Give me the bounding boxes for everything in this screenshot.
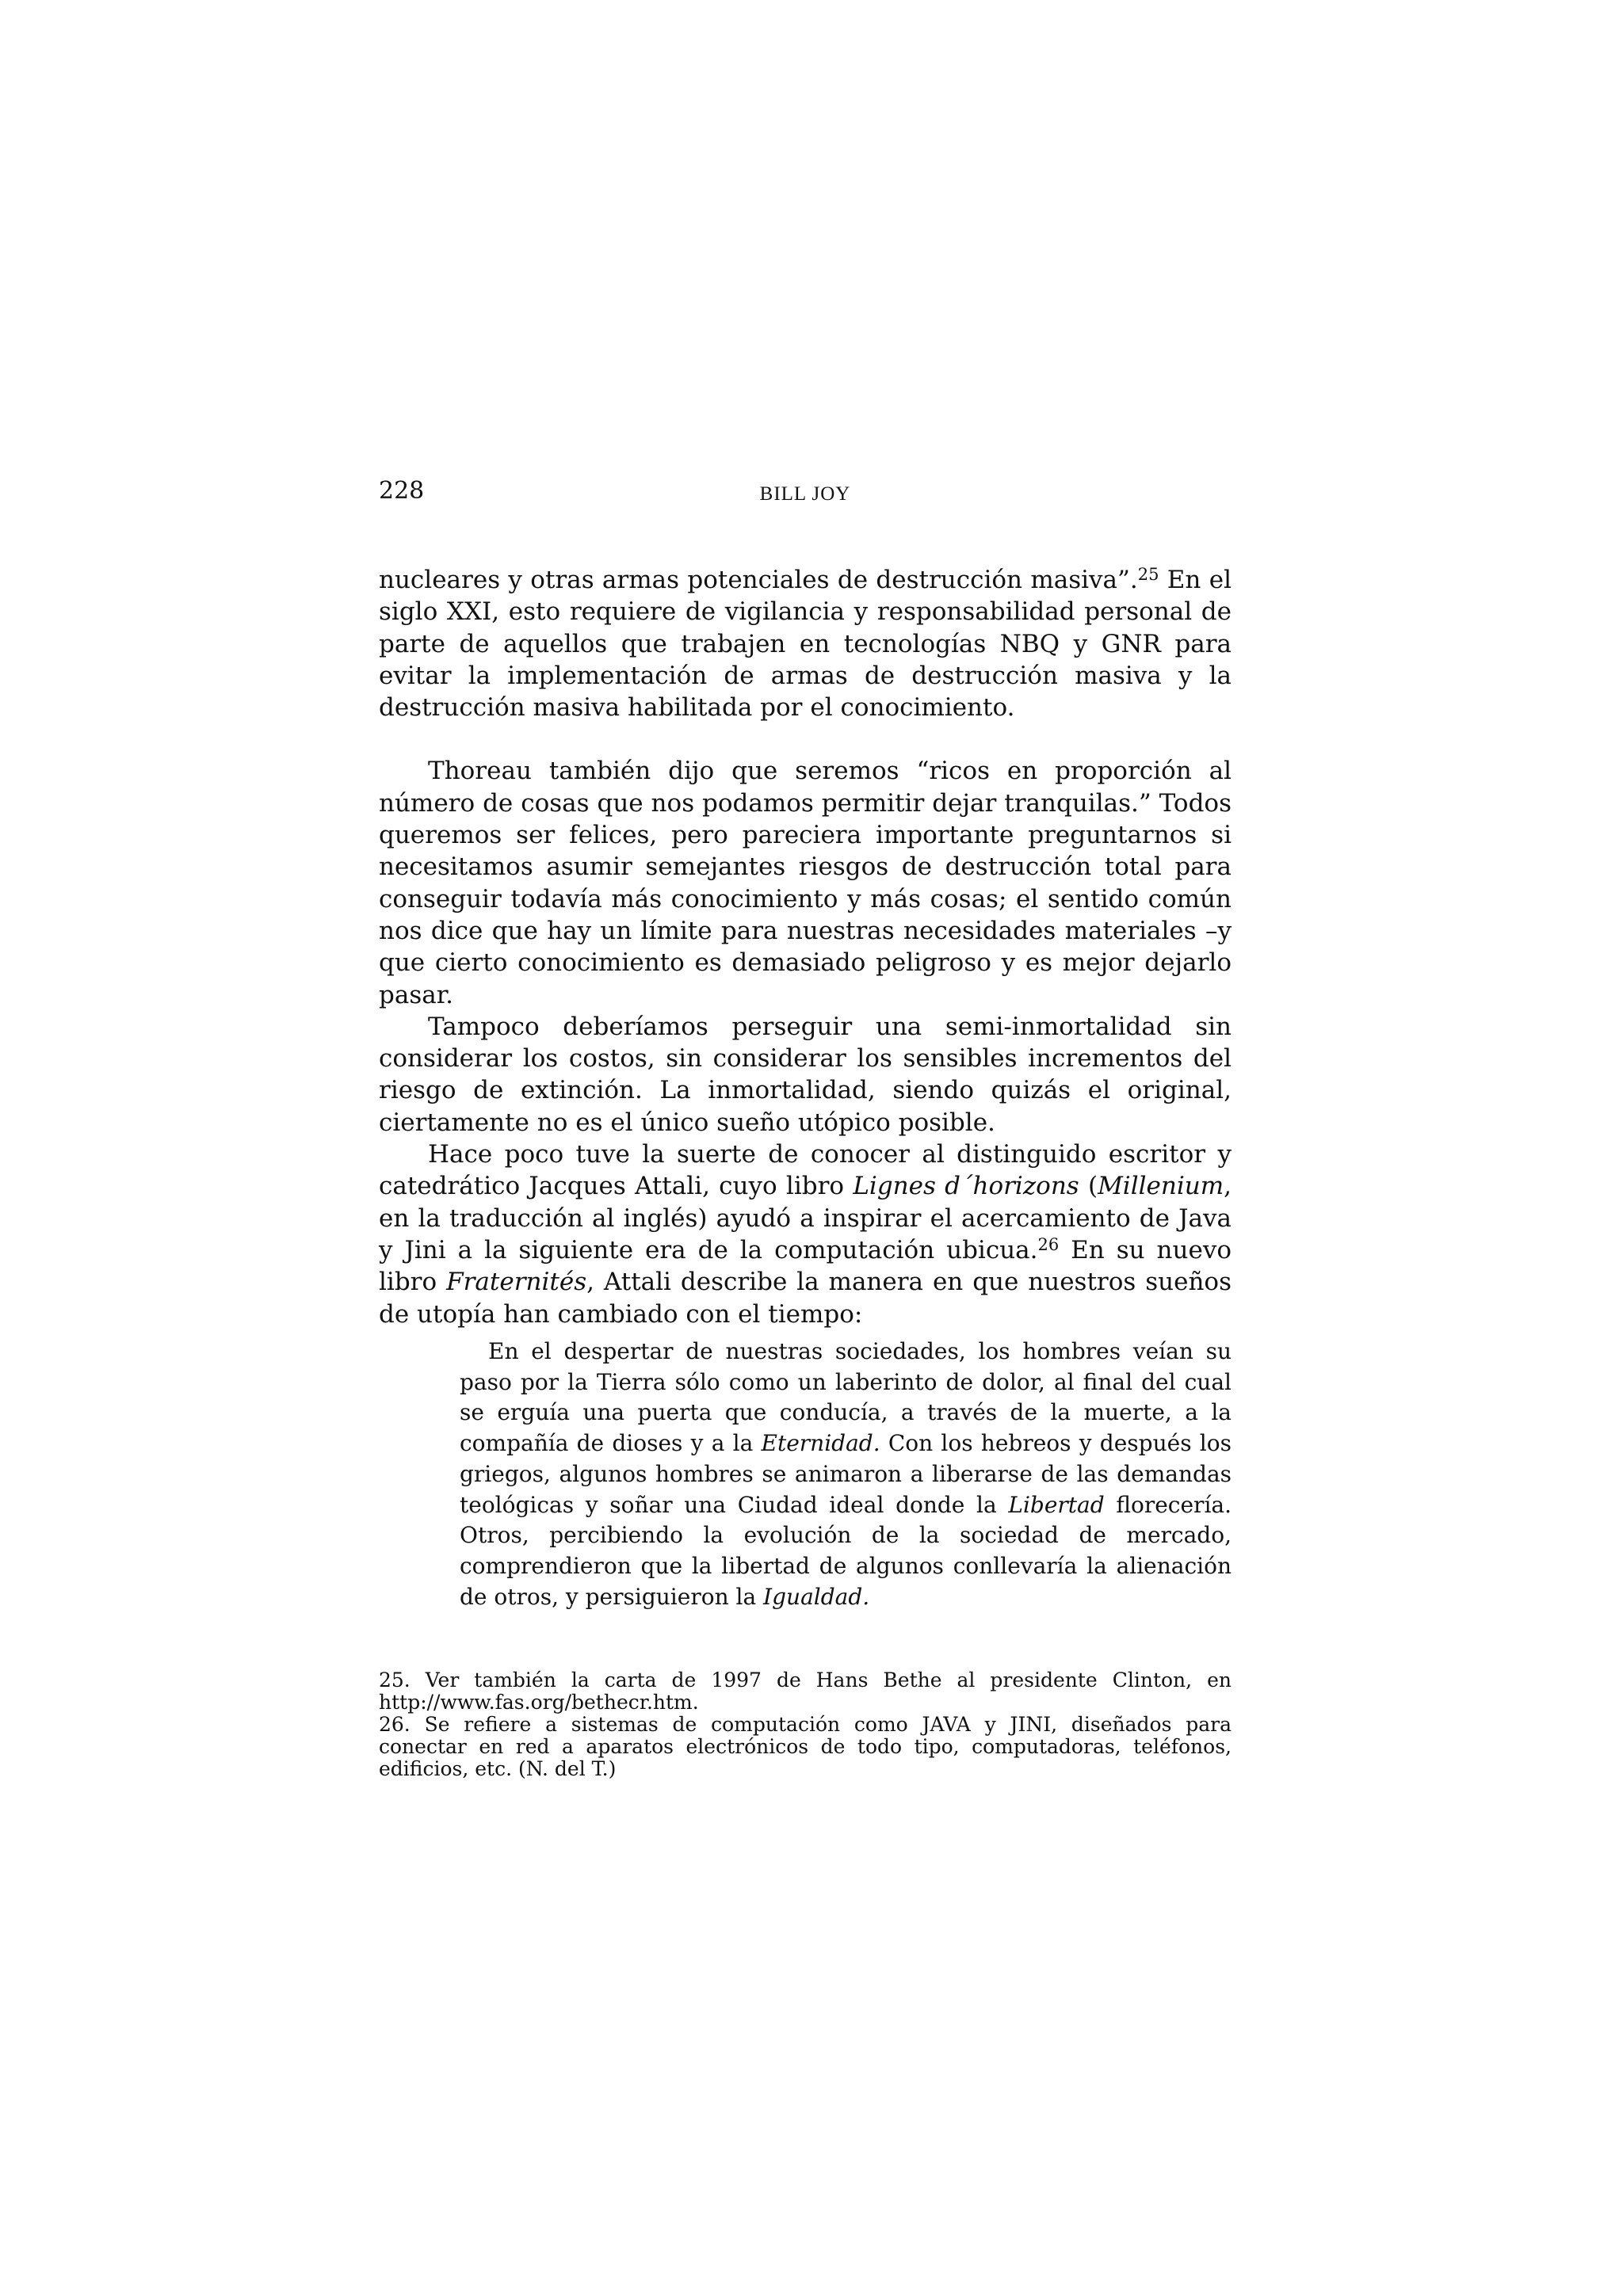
- quote-italic-eternidad: Eternidad.: [761, 1430, 880, 1457]
- footnote-ref-25: 25: [1137, 565, 1159, 584]
- block-quote: [460, 1337, 1232, 1612]
- book-title-lignes: Lignes d´horizons: [853, 1172, 1079, 1201]
- quote-text-a: En el despertar de nuestras sociedades, los hombres veían su paso por la Tierra sólo como un laberinto de dolor, al final del cual se erguía una puerta que conducía, a través de la muerte, a la compañía de dioses y a la: [460, 1338, 1232, 1457]
- paragraph-3: Tampoco deberíamos perseguir una semi-inmortalidad sin considerar los costos, sin considerar los sensibles incrementos del riesgo de extinción. La inmortalidad, siendo quizás el original, ciertamente no es el único sueño utópico posible.: [379, 1012, 1232, 1137]
- book-title-fraternites: Fraternités: [446, 1268, 587, 1297]
- footnote-ref-26: 26: [1037, 1234, 1060, 1254]
- footnote-25: 25. Ver también la carta de 1997 de Hans Bethe al presidente Clinton, en http://www.fas.org/bethecr.htm.: [379, 1669, 1232, 1714]
- quote-italic-libertad: Libertad: [1008, 1491, 1105, 1518]
- paragraph-4: [379, 1138, 1232, 1330]
- footnote-26: 26. Se refiere a sistemas de computación como JAVA y JINI, diseñados para conectar en red a aparatos electrónicos de todo tipo, computadoras, teléfonos, edificios, etc. (N. del T.): [379, 1713, 1232, 1780]
- paragraph-gap: [379, 723, 1232, 755]
- paragraph-1: [379, 564, 1232, 723]
- paragraph-4-text-b: (: [1079, 1172, 1098, 1201]
- book-title-millenium: Millenium: [1098, 1172, 1224, 1201]
- paragraph-1-text-b: En el siglo XXI, esto requiere de vigilancia y responsabilidad personal de parte de aquellos que trabajen en tecnologías NBQ y GNR para evitar la implementación de armas de destrucción masiva y la destrucción masiva habilitada por el conocimiento.: [379, 566, 1232, 723]
- footnotes: [379, 1669, 1232, 1780]
- main-text: [379, 564, 1232, 1330]
- paragraph-2: Thoreau también dijo que seremos “ricos en proporción al número de cosas que nos podamos permitir dejar tranquilas.” Todos queremos ser felices, pero pareciera importante preguntarnos si necesitamos asumir semejantes riesgos de destrucción total para conseguir todavía más conocimiento y más cosas; el sentido común nos dice que hay un límite para nuestras necesidades materiales –y que cierto conocimiento es demasiado peligroso y es mejor dejarlo pasar.: [379, 757, 1232, 1009]
- paragraph-4-text-a: Hace poco tuve la suerte de conocer al distinguido escritor y catedrático Jacques Attali, cuyo libro: [379, 1140, 1232, 1201]
- quote-text-c: florecería. Otros, percibiendo la evolución de la sociedad de mercado, comprendieron que la libertad de algunos conllevaría la alienación de otros, y persiguieron la: [460, 1491, 1232, 1610]
- paragraph-1-text-a: nucleares y otras armas potenciales de destrucción masiva”.: [379, 566, 1138, 594]
- page-number: 228: [379, 477, 425, 505]
- running-head: BILL JOY: [759, 483, 851, 505]
- page-header: [379, 475, 1232, 507]
- paragraph-4-text-e: , Attali describe la manera en que nuestros sueños de utopía han cambiado con el tiempo:: [379, 1268, 1232, 1329]
- paragraph-4-text-c: , en la traducción al inglés) ayudó a inspirar el acercamiento de Java y Jini a la siguiente era de la computación ubicua.: [379, 1172, 1232, 1264]
- quote-italic-igualdad: Igualdad.: [763, 1583, 870, 1610]
- quote-text-b: Con los hebreos y después los griegos, algunos hombres se animaron a liberarse de las demandas teológicas y soñar una Ciudad ideal donde la: [460, 1430, 1232, 1518]
- paragraph-4-text-d: En su nuevo libro: [379, 1235, 1232, 1297]
